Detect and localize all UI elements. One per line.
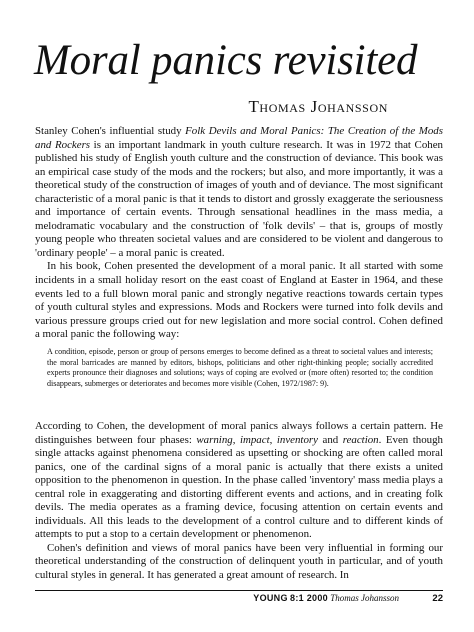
footer-author: Thomas Johansson	[330, 593, 399, 603]
book-title-citation: Folk Devils and Moral Panics: The Creation of the Mods and Rockers	[35, 125, 443, 151]
separator: ,	[269, 433, 277, 446]
journal-issue: 8:1 2000	[290, 593, 328, 603]
phase-inventory: inventory	[276, 433, 318, 446]
block-quote: A condition, episode, person or group of persons emerges to become defined as a threat to societal values and interests; the moral barricades are manned by editors, bishops, politicians and other right-thinking people; socially accredited experts pronounce their diagnoses and solutions; ways of coping are evolved or (more often) resorted to; the condition disappears, submerges or deteriorates and becomes more visible (Cohen, 1972/1987: 9).	[47, 347, 433, 388]
page-footer	[35, 590, 443, 605]
body-text-upper	[35, 125, 443, 342]
phase-reaction: reaction	[342, 433, 379, 446]
article-author: Thomas Johansson	[248, 97, 388, 116]
journal-name: YOUNG	[253, 593, 288, 603]
phase-impact: impact	[239, 433, 270, 446]
page-number: 22	[432, 593, 443, 604]
separator: and	[317, 433, 343, 446]
paragraph-3-intro: According to Cohen, the development of moral panics always follows a certain pattern. He distinguishes between four phases:	[35, 420, 443, 446]
running-footer	[253, 593, 399, 603]
paragraph-1-lead: Stanley Cohen's influential study	[35, 125, 186, 137]
article-title: Moral panics revisited	[34, 37, 418, 84]
paragraph-2: In his book, Cohen presented the development of a moral panic. It all started with some incidents in a small holiday resort on the east coast of England at Easter in 1964, and these events led to a full blown moral panic and strongly negative reactions towards certain types of youth cultural styles and expressions. Mods and Rockers were turned into folk devils and various pressure groups cried out for new legislation and more social control. Cohen defined a moral panic the following way:	[35, 260, 443, 341]
paragraph-1	[35, 125, 443, 260]
phase-warning: warning	[196, 433, 233, 446]
paragraph-3-body: . Even though single attacks against phenomena considered as upsetting or shocking are often called moral panics, one of the cardinal signs of a moral panic is actually that there exists a united opposition to the phenomenon in question. In the phase called 'inventory' mass media plays a central role in exaggerating and distorting different events and actions, and in creating folk devils. The media operates as a framing device, focusing attention on certain events and individuals. All this leads to the development of a control culture and to different kinds of attempts to put a stop to a certain development or phenomenon.	[35, 433, 443, 541]
separator: ,	[232, 433, 240, 446]
paragraph-3	[35, 420, 443, 542]
paragraph-4: Cohen's definition and views of moral panics have been very influential in forming our theoretical understanding of the construction of delinquent youth in particular, and of youth cultural styles in general. It has generated a great amount of research. In	[35, 541, 443, 582]
body-text-lower	[35, 420, 443, 583]
paragraph-1-body: is an important landmark in youth culture research. It was in 1972 that Cohen published his study of English youth culture and the construction of deviance. This book was an empirical case study of the mods and the rockers; but also, and more importantly, it was a theoretical study of the construction of images of youth and of deviance. The most significant characteristic of a moral panic is that it tends to distort and grossly exaggerate the seriousness and importance of certain events. Through sensational headlines in the mass media, a melodramatic vocabulary and the construction of 'folk devils' – that is, groups of mostly young people who threaten societal values and are considered to be violent and dangerous to 'ordinary people' – a moral panic is created.	[35, 138, 443, 259]
